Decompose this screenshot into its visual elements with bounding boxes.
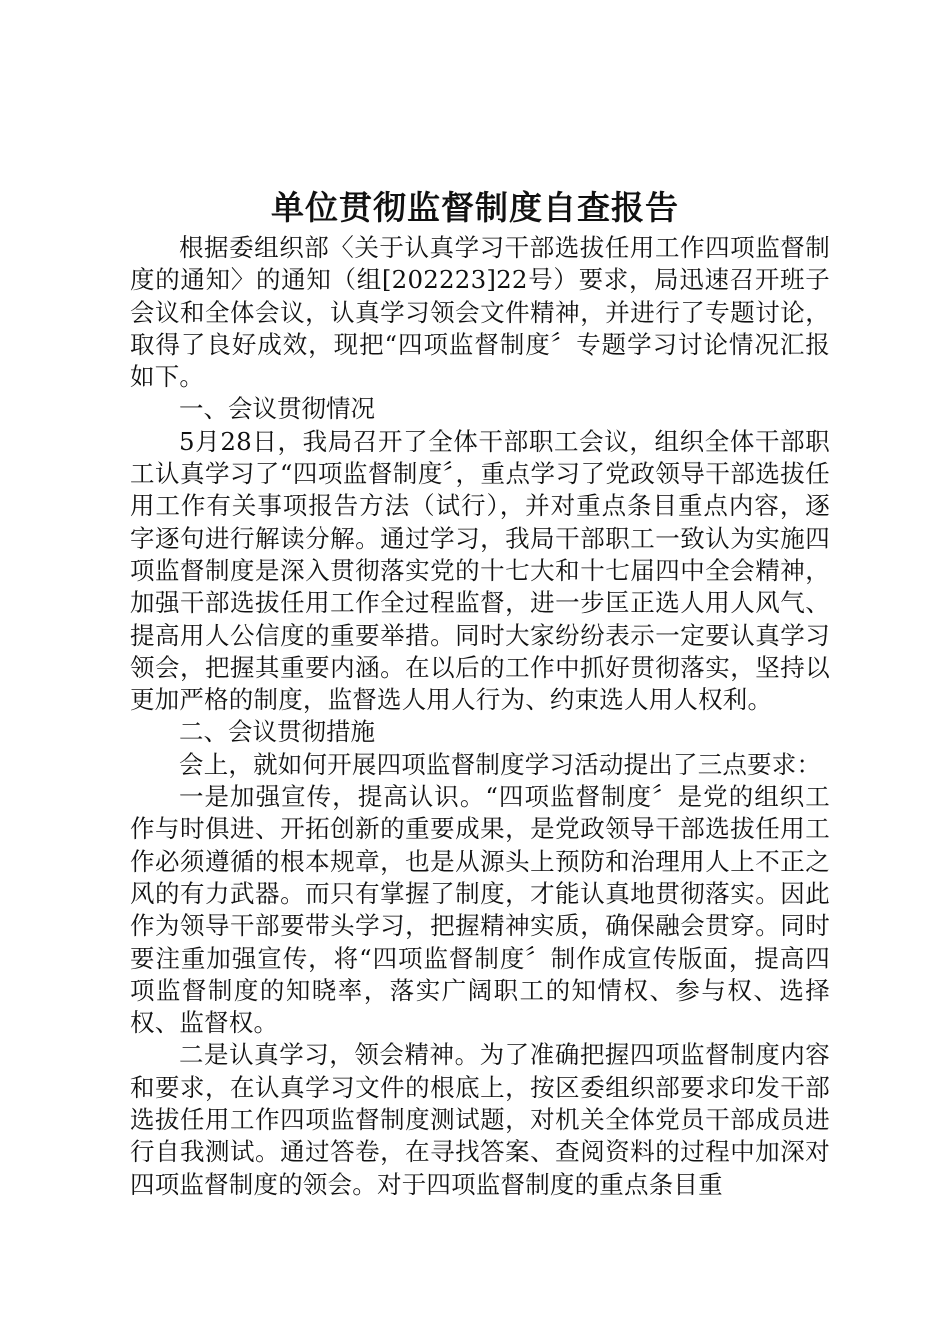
- paragraph-intro: 根据委组织部〈关于认真学习干部选拔任用工作四项监督制度的通知〉的通知（组[202223]22号）要求，局迅速召开班子会议和全体会议，认真学习领会文件精神，并进行了专题讨论，取得了良好成效，现把“四项监督制度〞专题学习讨论情况汇报如下。: [130, 233, 830, 392]
- document-body: [130, 232, 830, 1201]
- document-title: 单位贯彻监督制度自查报告: [271, 188, 679, 227]
- paragraph-meeting-situation: 5月28日，我局召开了全体干部职工会议，组织全体干部职工认真学习了“四项监督制度〞，重点学习了党政领导干部选拔任用工作有关事项报告方法（试行），并对重点条目重点内容，逐字逐句进行解读分解。通过学习，我局干部职工一致认为实施四项监督制度是深入贯彻落实党的十七大和十七届四中全会精神，加强干部选拔任用工作全过程监督，进一步匡正选人用人风气、提高用人公信度的重要举措。同时大家纷纷表示一定要认真学习领会，把握其重要内涵。在以后的工作中抓好贯彻落实，坚持以更加严格的制度，监督选人用人行为、约束选人用人权利。: [130, 426, 830, 715]
- section-heading-2: 二、会议贯彻措施: [179, 717, 375, 747]
- paragraph-requirement-1: 一是加强宣传，提高认识。“四项监督制度〞是党的组织工作与时俱进、开拓创新的重要成果，是党政领导干部选拔任用工作必须遵循的根本规章，也是从源头上预防和治理用人上不正之风的有力武器。而只有掌握了制度，才能认真地贯彻落实。因此作为领导干部要带头学习，把握精神实质，确保融会贯穿。同时要注重加强宣传，将“四项监督制度〞制作成宣传版面，提高四项监督制度的知晓率，落实广阔职工的知情权、参与权、选择权、监督权。: [130, 782, 830, 1038]
- paragraph-requirement-2: 二是认真学习，领会精神。为了准确把握四项监督制度内容和要求，在认真学习文件的根底上，按区委组织部要求印发干部选拔任用工作四项监督制度测试题，对机关全体党员干部成员进行自我测试。通过答卷，在寻找答案、查阅资料的过程中加深对四项监督制度的领会。对于四项监督制度的重点条目重: [130, 1040, 830, 1199]
- section-heading-1: 一、会议贯彻情况: [179, 394, 375, 424]
- paragraph-requirements-intro: 会上，就如何开展四项监督制度学习活动提出了三点要求：: [179, 749, 822, 779]
